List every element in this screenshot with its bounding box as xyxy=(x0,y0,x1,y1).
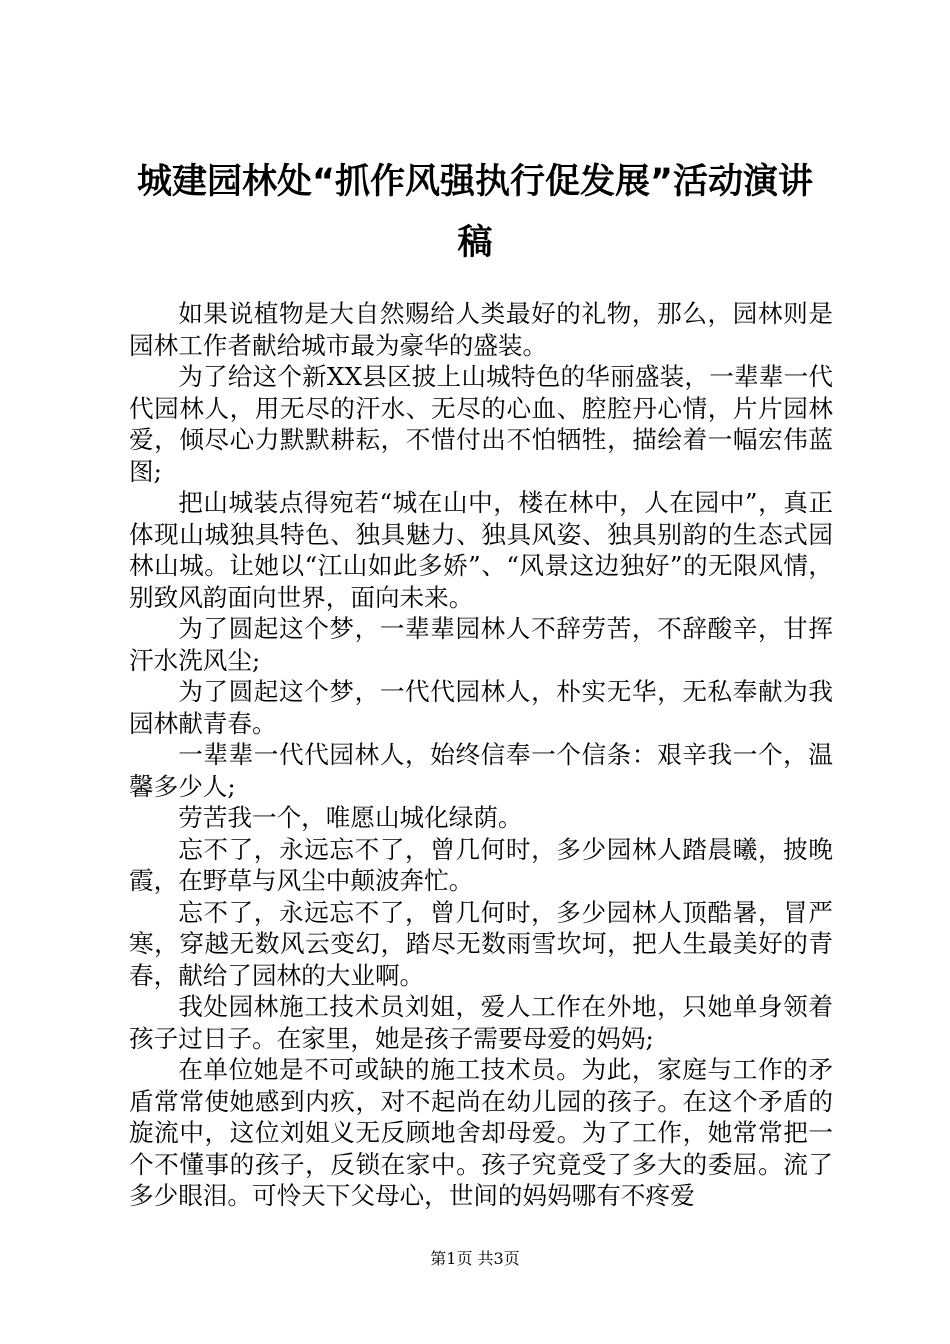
document-body xyxy=(129,298,833,1212)
paragraph: 劳苦我一个，唯愿山城化绿荫。 xyxy=(178,803,523,832)
paragraph: 如果说植物是大自然赐给人类最好的礼物，那么，园林则是园林工作者献给城市最为豪华的盛装。 xyxy=(129,299,833,360)
paragraph: 我处园林施工技术员刘姐，爱人工作在外地，只她单身领着孩子过日子。在家里，她是孩子需要母爱的妈妈; xyxy=(129,992,833,1053)
paragraph: 在单位她是不可或缺的施工技术员。为此，家庭与工作的矛盾常常使她感到内疚，对不起尚在幼儿园的孩子。在这个矛盾的旋流中，这位刘姐义无反顾地舍却母爱。为了工作，她常常把一个不懂事的孩子，反锁在家中。孩子究竟受了多大的委屈。流了多少眼泪。可怜天下父母心，世间的妈妈哪有不疼爱 xyxy=(129,1055,833,1210)
paragraph: 把山城装点得宛若“城在山中，楼在林中，人在园中”，真正体现山城独具特色、独具魅力、独具风姿、独具别韵的生态式园林山城。让她以“江山如此多娇”、“风景这边独好”的无限风情，别致风韵面向世界，面向未来。 xyxy=(129,488,833,612)
paragraph: 忘不了，永远忘不了，曾几何时，多少园林人踏晨曦，披晚霞，在野草与风尘中颠波奔忙。 xyxy=(129,834,833,895)
paragraph: 为了圆起这个梦，一辈辈园林人不辞劳苦，不辞酸辛，甘挥汗水洗风尘; xyxy=(129,614,833,675)
paragraph: 为了给这个新XX县区披上山城特色的华丽盛装，一辈辈一代代园林人，用无尽的汗水、无尽的心血、腔腔丹心情，片片园林爱，倾尽心力默默耕耘，不惜付出不怕牺牲，描绘着一幅宏伟蓝图; xyxy=(129,362,833,486)
paragraph: 一辈辈一代代园林人，始终信奉一个信条：艰辛我一个，温馨多少人; xyxy=(129,740,833,801)
paragraph: 忘不了，永远忘不了，曾几何时，多少园林人顶酷暑，冒严寒，穿越无数风云变幻，踏尽无数雨雪坎坷，把人生最美好的青春，献给了园林的大业啊。 xyxy=(129,897,833,990)
document-title-continued: 稿 xyxy=(457,223,493,263)
page-number-footer: 第1页 共3页 xyxy=(430,1249,520,1268)
document-title: 城建园林处“抓作风强执行促发展”活动演讲 xyxy=(136,162,813,202)
paragraph: 为了圆起这个梦，一代代园林人，朴实无华，无私奉献为我园林献青春。 xyxy=(129,677,833,738)
